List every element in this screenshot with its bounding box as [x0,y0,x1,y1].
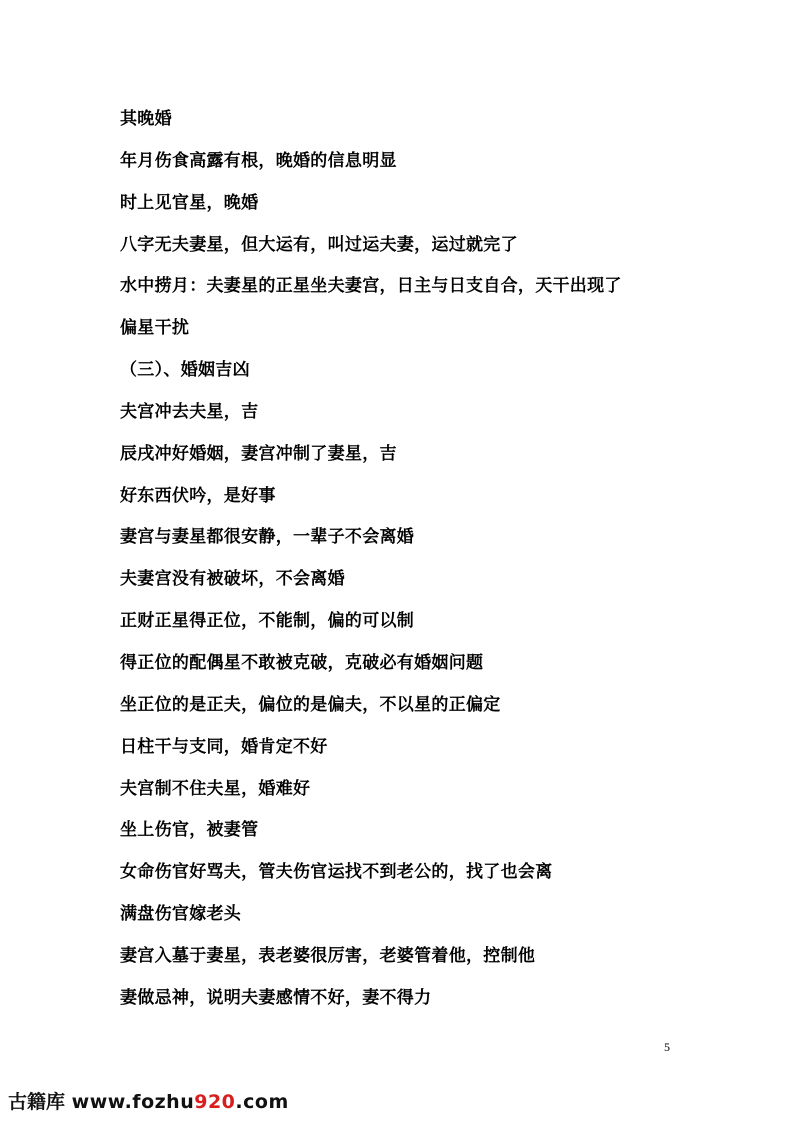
text-lines [120,104,720,1025]
text-line: 坐正位的是正夫，偏位的是偏夫，不以星的正偏定 [120,694,501,715]
text-line: 时上见官星，晚婚 [120,192,259,213]
text-line: 夫妻宫没有被破坏，不会离婚 [120,569,345,590]
text-line: 满盘伤官嫁老头 [120,904,242,925]
footer-watermark [8,1087,289,1114]
watermark-site-digits: 920 [194,1091,236,1113]
watermark-brand: 古籍库 [8,1091,66,1113]
text-line: 妻做忌神，说明夫妻感情不好，妻不得力 [120,987,432,1008]
text-line: 日柱干与支同，婚肯定不好 [120,736,328,757]
text-line: 夫宫冲去夫星，吉 [120,401,259,422]
text-line: 夫宫制不住夫星，婚难好 [120,778,311,799]
text-line: 辰戌冲好婚姻，妻宫冲制了妻星，吉 [120,443,397,464]
text-line: 正财正星得正位，不能制，偏的可以制 [120,611,415,632]
watermark-site-suffix: .com [235,1091,289,1113]
text-line: 年月伤食高露有根，晚婚的信息明显 [120,150,397,171]
text-line: 妻宫入墓于妻星，表老婆很厉害，老婆管着他，控制他 [120,945,536,966]
watermark-site [72,1091,289,1113]
text-line: 其晚婚 [120,109,172,129]
text-line: 妻宫与妻星都很安静，一辈子不会离婚 [120,527,415,548]
watermark-site-prefix: www.fozhu [71,1091,195,1113]
text-line: 偏星干扰 [120,318,190,339]
text-line: 坐上伤官，被妻管 [120,820,259,841]
text-line: 好东西伏吟，是好事 [120,485,276,506]
section-heading: （三）、婚姻吉凶 [120,360,250,381]
text-line: 得正位的配偶星不敢被克破，克破必有婚姻问题 [120,652,484,673]
page-number: 5 [664,1040,670,1054]
text-line: 八字无夫妻星，但大运有，叫过运夫妻，运过就完了 [120,234,518,255]
text-line: 水中捞月：夫妻星的正星坐夫妻宫，日主与日支自合，天干出现了 [120,276,622,297]
text-line: 女命伤官好骂夫，管夫伤官运找不到老公的，找了也会离 [120,862,553,883]
